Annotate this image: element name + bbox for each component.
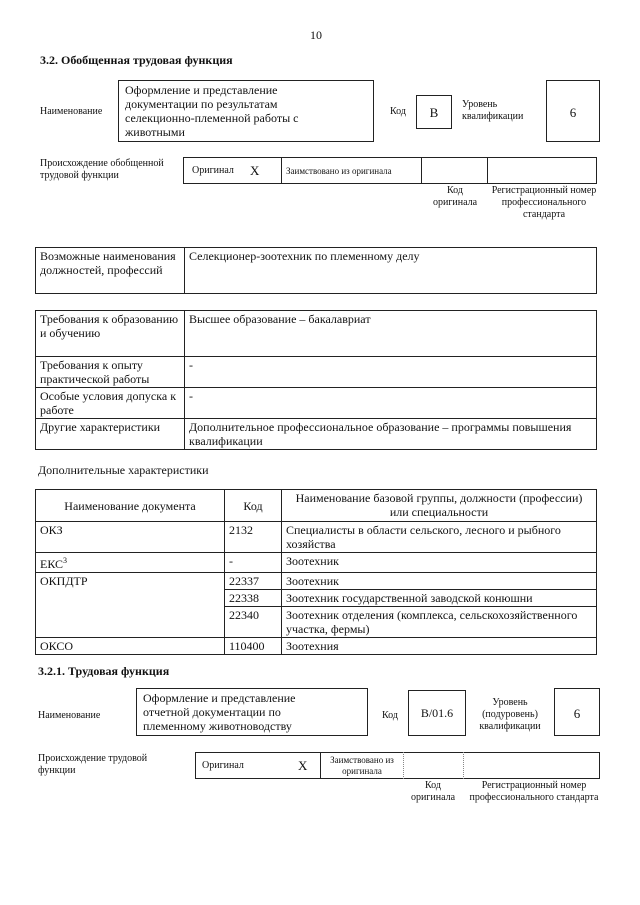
table-row: [36, 522, 597, 553]
divider: [320, 752, 321, 779]
function-name: Оформление и представление отчетной документации по племенному животноводству: [143, 691, 296, 733]
name-box: [118, 80, 374, 142]
name-label: Наименование: [38, 710, 101, 721]
divider: [403, 752, 404, 779]
table-row: [36, 638, 597, 655]
reg-number-label: Регистрационный номер профессионального стандарта: [469, 780, 599, 803]
code-cell: 2132: [225, 522, 282, 553]
requirement-value: Высшее образование – бакалавриат: [185, 311, 597, 357]
code-cell: 22340: [225, 607, 282, 638]
requirements-table: [35, 310, 597, 450]
code-box: [416, 95, 452, 129]
code-box: [408, 690, 466, 736]
code-value: B: [429, 105, 439, 120]
borrowed-label: Заимствовано из оригинала: [286, 166, 392, 176]
code-cell: -: [225, 553, 282, 573]
code-label: Код: [382, 710, 398, 721]
header-code: Код: [225, 490, 282, 522]
borrowed-label: Заимствовано из оригинала: [330, 755, 394, 776]
positions-value: Селекционер-зоотехник по племенному делу: [185, 248, 597, 294]
table-row: [36, 573, 597, 590]
original-label: Оригинал: [202, 760, 244, 771]
origin-label: Происхождение трудовой функции: [38, 753, 148, 776]
name-cell: Зоотехник отделения (комплекса, сельскохозяйственного участка, фермы): [282, 607, 597, 638]
level-box: [554, 688, 600, 736]
code-original-label: Код оригинала: [432, 185, 478, 208]
header-name: Наименование базовой группы, должности (профессии) или специальности: [282, 490, 597, 522]
requirement-label: Требования к опыту практической работы: [36, 357, 185, 388]
name-cell: Специалисты в области сельского, лесного и рыбного хозяйства: [282, 522, 597, 553]
doc-cell: ОКЗ: [36, 522, 225, 553]
original-label: Оригинал: [192, 165, 234, 176]
code-label: Код: [390, 106, 406, 117]
level-value: 6: [573, 706, 581, 721]
doc-cell: [36, 553, 225, 573]
header-document: Наименование документа: [36, 490, 225, 522]
name-cell: Зоотехния: [282, 638, 597, 655]
level-value: 6: [569, 105, 577, 120]
code-value: B/01.6: [420, 706, 454, 720]
name-cell: Зоотехник государственной заводской конюшни: [282, 590, 597, 607]
original-mark: X: [298, 758, 308, 773]
name-label: Наименование: [40, 106, 103, 117]
requirement-value: Дополнительное профессиональное образование – программы повышения квалификации: [185, 419, 597, 450]
code-original-label: Код оригинала: [410, 780, 456, 803]
name-box: [136, 688, 368, 736]
divider: [487, 157, 488, 184]
requirement-value: -: [185, 388, 597, 419]
section-heading: 3.2. Обобщенная трудовая функция: [40, 53, 233, 67]
positions-label: Возможные наименования должностей, профессий: [36, 248, 185, 294]
function-name: Оформление и представление документации по результатам селекционно-племенной работы с животными: [125, 83, 299, 139]
code-cell: 22338: [225, 590, 282, 607]
doc-cell: ОКПДТР: [36, 573, 225, 638]
doc-cell: ОКСО: [36, 638, 225, 655]
requirement-label: Другие характеристики: [36, 419, 185, 450]
divider: [463, 752, 464, 779]
code-cell: 110400: [225, 638, 282, 655]
name-cell: Зоотехник: [282, 573, 597, 590]
doc-text: ЕКС: [40, 557, 64, 571]
original-mark: X: [250, 163, 260, 178]
origin-label: Происхождение обобщенной трудовой функции: [40, 158, 164, 181]
requirement-label: Особые условия допуска к работе: [36, 388, 185, 419]
level-label: Уровень (подуровень) квалификации: [479, 697, 541, 732]
positions-table: [35, 247, 597, 294]
subsection-heading: 3.2.1. Трудовая функция: [38, 664, 170, 678]
level-label: Уровень квалификации: [462, 99, 524, 122]
name-cell: Зоотехник: [282, 553, 597, 573]
requirement-value: -: [185, 357, 597, 388]
additional-title: Дополнительные характеристики: [38, 463, 209, 477]
code-cell: 22337: [225, 573, 282, 590]
footnote-mark: 3: [63, 556, 68, 565]
additional-table: [35, 489, 597, 655]
divider: [281, 157, 282, 184]
page-number: 10: [310, 28, 322, 42]
table-row: [36, 553, 597, 573]
reg-number-label: Регистрационный номер профессионального стандарта: [491, 185, 597, 220]
requirement-label: Требования к образованию и обучению: [36, 311, 185, 357]
divider: [421, 157, 422, 184]
level-box: [546, 80, 600, 142]
